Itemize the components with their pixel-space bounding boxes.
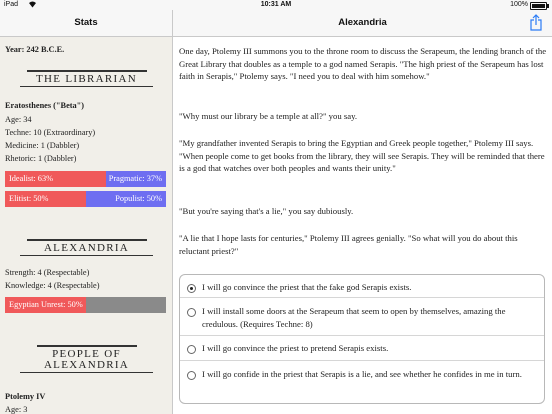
banner-rule [20,86,153,87]
pragmatic-label: Pragmatic: 37% [108,174,162,183]
page-title: Alexandria [338,17,387,28]
choice-label: I will go convince the priest that the fake god Serapis exists. [202,282,412,292]
idealist-pragmatic-bar [5,171,166,187]
radio-button[interactable] [187,308,196,317]
story-paragraph: "But you're saying that's a lie," you say dubiously. [179,206,354,216]
choice-divider [180,297,544,298]
banner-text: THE LIBRARIAN [36,73,137,85]
stat-rhetoric: Rhetoric: 1 (Dabbler) [5,154,77,163]
stat-knowledge: Knowledge: 4 (Respectable) [5,281,100,290]
banner-rule [20,372,153,373]
populist-label: Populist: 50% [115,194,162,203]
choice-option[interactable] [180,281,544,294]
idealist-label: Idealist: 63% [9,174,54,183]
egyptian-unrest-bar [5,297,166,313]
year-label: Year: 242 B.C.E. [5,45,65,54]
story-paragraph: "Why must our library be a temple at all?" you say. [179,111,358,121]
unrest-label: Egyptian Unrest: 50% [9,300,83,309]
main-nav-bar [173,10,552,37]
clock: 10:31 AM [260,1,292,8]
stat-strength: Strength: 4 (Respectable) [5,268,90,277]
choice-list [179,274,545,404]
stat-techne: Techne: 10 (Extraordinary) [5,128,96,137]
character-name: Eratosthenes ("Beta") [5,101,85,110]
battery-percent: 100% [510,1,528,8]
choice-option[interactable] [180,342,544,355]
banner-text: ALEXANDRIA [43,242,130,254]
stat-medicine: Medicine: 1 (Dabbler) [5,141,80,150]
battery-fill [532,4,545,8]
banner-text: PEOPLE OF ALEXANDRIA [43,348,130,371]
story-paragraph: One day, Ptolemy III summons you to the throne room to discuss the Serapeum, the lending branch of the Great Library that doubles as a temple to a god named Serapis. "The high priest of the Serapeum has lost faith in Serapis," Ptolemy says. "I need you to deal with him somehow." [179,46,547,81]
elitist-label: Elitist: 50% [9,194,49,203]
choice-option[interactable] [180,368,544,381]
elitist-populist-bar [5,191,166,207]
stat-age: Age: 34 [5,115,32,124]
radio-button[interactable] [187,284,196,293]
share-icon[interactable] [529,14,543,31]
story-paragraph: "My grandfather invented Serapis to bring the Egyptian and Greek people together," Ptolemy III says. "When people come to get books from the library, they will see Serapis. They will be reminded that there is a god that watches over both peoples and wants their unity." [179,138,545,173]
radio-button[interactable] [187,345,196,354]
story-paragraph: "A lie that I hope lasts for centuries," Ptolemy III agrees genially. "So what will you do about this reluctant priest?" [179,233,518,256]
sidebar-title: Stats [74,17,98,28]
choice-label: I will install some doors at the Serapeum that seem to open by themselves, amazing the credulous. (Requires Techne: 8) [202,306,506,329]
person-age: Age: 3 [5,405,28,414]
choice-label: I will go convince the priest to pretend Serapis exists. [202,343,389,353]
choice-divider [180,335,544,336]
banner-the-librarian [20,70,153,87]
radio-button[interactable] [187,371,196,380]
stats-panel[interactable] [0,37,173,414]
choice-option[interactable] [180,305,544,330]
story-panel[interactable] [173,37,552,414]
status-bar [0,0,552,10]
banner-alexandria [20,239,153,256]
battery-icon [530,2,547,10]
choice-divider [180,360,544,361]
choice-label: I will go confide in the priest that Serapis is a lie, and see whether he confides in me in turn. [202,369,522,379]
carrier-label: iPad [4,1,19,8]
banner-rule [20,255,153,256]
person-name: Ptolemy IV [5,392,46,401]
banner-people-of-alexandria [20,345,153,373]
sidebar-nav-bar [0,10,173,37]
